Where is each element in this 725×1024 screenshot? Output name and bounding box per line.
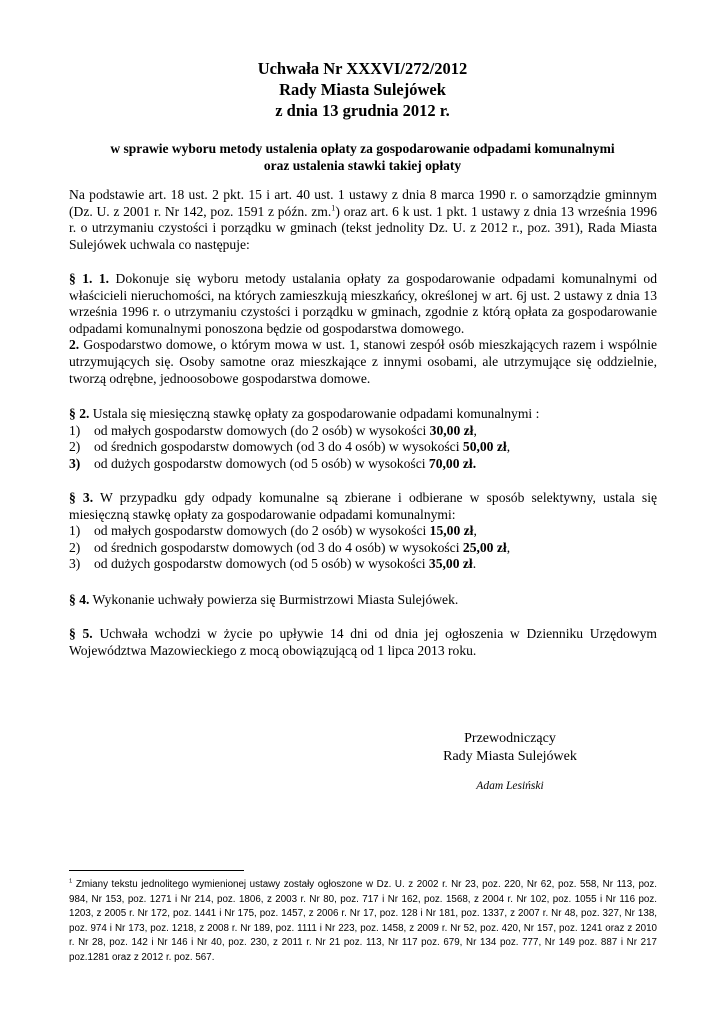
resolution-header xyxy=(0,58,725,121)
footnote-text: Zmiany tekstu jednolitego wymienionej ustawy zostały ogłoszone w Dz. U. z 2002 r. Nr 23, poz. 220, Nr 62, poz. 558, Nr 113, poz. 984, Nr 153, poz. 1271 i Nr 214, poz. 1806, z 2003 r. Nr 80, poz. 717 i Nr 162, poz. 1568, z 2004 r. Nr 102, poz. 1055 i Nr 116 poz. 1203, z 2005 r. Nr 172, poz. 1441 i Nr 175, poz. 1457, z 2006 r. Nr 17, poz. 128 i Nr 181, poz. 1337, z 2007 r. Nr 48, poz. 327, Nr 138, poz. 974 i Nr 173, poz. 1218, z 2008 r. Nr 189, poz. 1111 i Nr 223, poz. 1458, z 2009 r. Nr 52, poz. 420, Nr 157, poz. 1241 oraz z 2010 r. Nr 28, poz. 142 i Nr 146 i Nr 40, poz. 230, z 2011 r. Nr 21 poz. 113, Nr 117 poz. 679, Nr 134 poz. 777, Nr 149 poz. 887 i Nr 217 poz.1281 oraz z 2012 r. poz. 567. xyxy=(69,879,657,963)
paragraph-3-label: § 3. xyxy=(69,490,94,505)
resolution-date: z dnia 13 grudnia 2012 r. xyxy=(275,101,450,120)
preamble-text-1: Na podstawie art. 18 ust. 2 pkt. 15 i art. 40 ust. 1 ustawy z dnia 8 marca 1990 r. o samorządzie gminnym (Dz. U. z 2001 r. Nr 142, poz. 1591 z późn. zm. xyxy=(69,187,657,219)
paragraph-3 xyxy=(69,490,657,573)
paragraph-1-text: Dokonuje się wyboru metody ustalania opłaty za gospodarowanie odpadami komunalnymi od właścicieli nieruchomości, na których zamieszkują mieszkańcy, określonej w art. 6j ust. 2 ustawy z dnia 13 września 1996 r. o utrzymaniu czystości i porządku w gminach, zgodnie z którą opłata za gospodarowanie odpadami komunalnymi ponoszona będzie od gospodarstwa domowego. xyxy=(69,271,658,336)
rate-amount: 15,00 zł xyxy=(429,523,474,539)
list-item: 1) od małych gospodarstw domowych (do 2 osób) w wysokości 15,00 zł, xyxy=(69,523,477,539)
paragraph-5-label: § 5. xyxy=(69,626,93,641)
paragraph-1-label: § 1. 1. xyxy=(69,271,110,286)
preamble-text-2: ) oraz art. 6 k ust. 1 pkt. 1 ustawy z dnia 13 września 1996 r. o utrzymaniu czystości i porządku w gminach (tekst jednolity Dz. U. z 2012 r., poz. 391), Rada Miasta Sulejówek uchwala co następuje: xyxy=(69,203,657,252)
paragraph-2 xyxy=(69,406,657,472)
signatory-name: Adam Lesiński xyxy=(476,780,544,792)
signature-title: Przewodniczący xyxy=(464,731,556,746)
rate-amount: 35,00 zł xyxy=(428,556,473,572)
subject-line-2: oraz ustalenia stawki takiej opłaty xyxy=(263,158,462,173)
paragraph-1-point-2-text: Gospodarstwo domowe, o którym mowa w ust. 1, stanowi zespół osób mieszkających razem i wspólnie utrzymujących się. Osoby samotne oraz mieszkające z innymi osobami, ale utrzymujące się oddzielnie, tworzą odrębne, jednoosobowe gospodarstwa domowe. xyxy=(69,337,658,386)
rate-amount: 70,00 zł. xyxy=(428,455,477,471)
paragraph-4-text: Wykonanie uchwały powierza się Burmistrzowi Miasta Sulejówek. xyxy=(92,592,459,607)
list-item: 3) od dużych gospodarstw domowych (od 5 osób) w wysokości 35,00 zł. xyxy=(69,556,477,572)
list-item: 2) od średnich gospodarstw domowych (od 3 do 4 osób) w wysokości 50,00 zł, xyxy=(69,439,511,455)
resolution-subject xyxy=(0,140,725,174)
rate-amount: 50,00 zł xyxy=(462,439,507,455)
rate-amount: 25,00 zł xyxy=(462,539,507,555)
rate-amount: 30,00 zł xyxy=(429,422,474,438)
list-item: 1) od małych gospodarstw domowych (do 2 osób) w wysokości 30,00 zł, xyxy=(69,422,477,438)
paragraph-5 xyxy=(69,626,657,659)
footnote-number: 1 xyxy=(69,878,73,885)
issuing-body: Rady Miasta Sulejówek xyxy=(279,80,446,99)
footnote xyxy=(69,878,657,965)
paragraph-1-point-2-label: 2. xyxy=(69,337,80,353)
resolution-number: Uchwała Nr XXXVI/272/2012 xyxy=(257,59,468,78)
signature-body: Rady Miasta Sulejówek xyxy=(443,749,577,764)
paragraph-3-intro: W przypadku gdy odpady komunalne są zbierane i odbierane w sposób selektywny, ustala się miesięczną stawkę opłaty za gospodarowanie odpadami komunalnymi: xyxy=(69,490,658,522)
subject-line-1: w sprawie wyboru metody ustalenia opłaty za gospodarowanie odpadami komunalnymi xyxy=(110,141,615,156)
footnote-reference[interactable]: 1 xyxy=(331,203,336,213)
paragraph-2-intro: Ustala się miesięczną stawkę opłaty za gospodarowanie odpadami komunalnymi : xyxy=(92,406,540,421)
list-item: 3) od dużych gospodarstw domowych (od 5 osób) w wysokości 70,00 zł. xyxy=(69,455,477,471)
paragraph-4 xyxy=(69,592,657,609)
footnote-separator xyxy=(69,870,244,871)
list-item: 2) od średnich gospodarstw domowych (od 3 do 4 osób) w wysokości 25,00 zł, xyxy=(69,539,511,555)
paragraph-1 xyxy=(69,271,657,387)
paragraph-2-label: § 2. xyxy=(69,406,90,421)
paragraph-4-label: § 4. xyxy=(69,592,90,607)
preamble xyxy=(69,187,657,253)
paragraph-5-text: Uchwała wchodzi w życie po upływie 14 dni od dnia jej ogłoszenia w Dzienniku Urzędowym Województwa Mazowieckiego z mocą obowiązującą od 1 lipca 2013 roku. xyxy=(69,626,658,658)
